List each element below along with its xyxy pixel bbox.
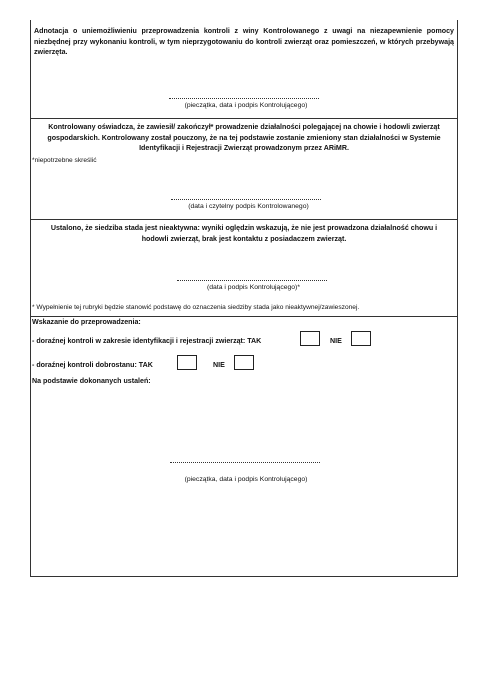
signature-line[interactable] <box>177 280 327 281</box>
section-declaration <box>31 118 457 219</box>
id-registration-control-label: - doraźnej kontroli w zakresie identyfikacji i rejestracji zwierząt: TAK <box>32 337 262 345</box>
findings-basis-label: Na podstawie dokonanych ustaleń: <box>32 377 151 385</box>
control-report-form <box>30 20 458 577</box>
section-refusal-note <box>31 20 457 118</box>
welfare-yes-checkbox[interactable] <box>177 355 197 370</box>
signature-caption: (pieczątka, data i podpis Kontrolującego) <box>184 476 308 483</box>
signature-caption: (data i podpis Kontrolującego)* <box>207 284 300 291</box>
welfare-control-label: - doraźnej kontroli dobrostanu: TAK <box>32 361 153 369</box>
signature-caption: (data i czytelny podpis Kontrolowanego) <box>188 203 309 210</box>
signature-line[interactable] <box>171 199 321 200</box>
declaration-footnote: *niepotrzebne skreślić <box>32 157 97 164</box>
signature-line[interactable] <box>169 98 319 99</box>
signature-line[interactable] <box>170 462 320 463</box>
signature-caption: (pieczątka, data i podpis Kontrolującego) <box>184 102 308 109</box>
id-registration-yes-checkbox[interactable] <box>300 331 320 346</box>
section-recommendation <box>31 316 457 577</box>
refusal-note-text: Adnotacja o uniemożliwieniu przeprowadzenia kontroli z winy Kontrolowanego z uwagi na niezapewnienie pomocy niezbędnej przy wykonaniu kontroli, w tym nieprzygotowaniu do kontroli zwierząt oraz pomieszczeń, w których przebywają zwierzęta. <box>34 27 454 56</box>
welfare-no-checkbox[interactable] <box>234 355 254 370</box>
recommendation-heading: Wskazanie do przeprowadzenia: <box>32 318 141 326</box>
section-inactive-herd <box>31 219 457 316</box>
inactive-herd-footnote: * Wypełnienie tej rubryki będzie stanowić podstawę do oznaczenia siedziby stada jako nieaktywnej/zawieszonej. <box>32 304 360 311</box>
id-registration-no-checkbox[interactable] <box>351 331 371 346</box>
declaration-text: Kontrolowany oświadcza, że zawiesił/ zakończył* prowadzenie działalności polegającej na chowie i hodowli zwierząt gospodarskich. Kontrolowany został pouczony, że na tej podstawie zostanie zmieniony stan działalności w Systemie Identyfikacji i Rejestracji Zwierząt prowadzonym przez ARiMR. <box>47 123 441 152</box>
id-registration-no-label: NIE <box>330 337 342 345</box>
inactive-herd-text: Ustalono, że siedziba stada jest nieaktywna: wyniki oględzin wskazują, że nie jest prowadzona działalność chowu i hodowli zwierząt, brak jest kontaktu z posiadaczem zwierząt. <box>50 224 438 243</box>
welfare-no-label: NIE <box>213 361 225 369</box>
